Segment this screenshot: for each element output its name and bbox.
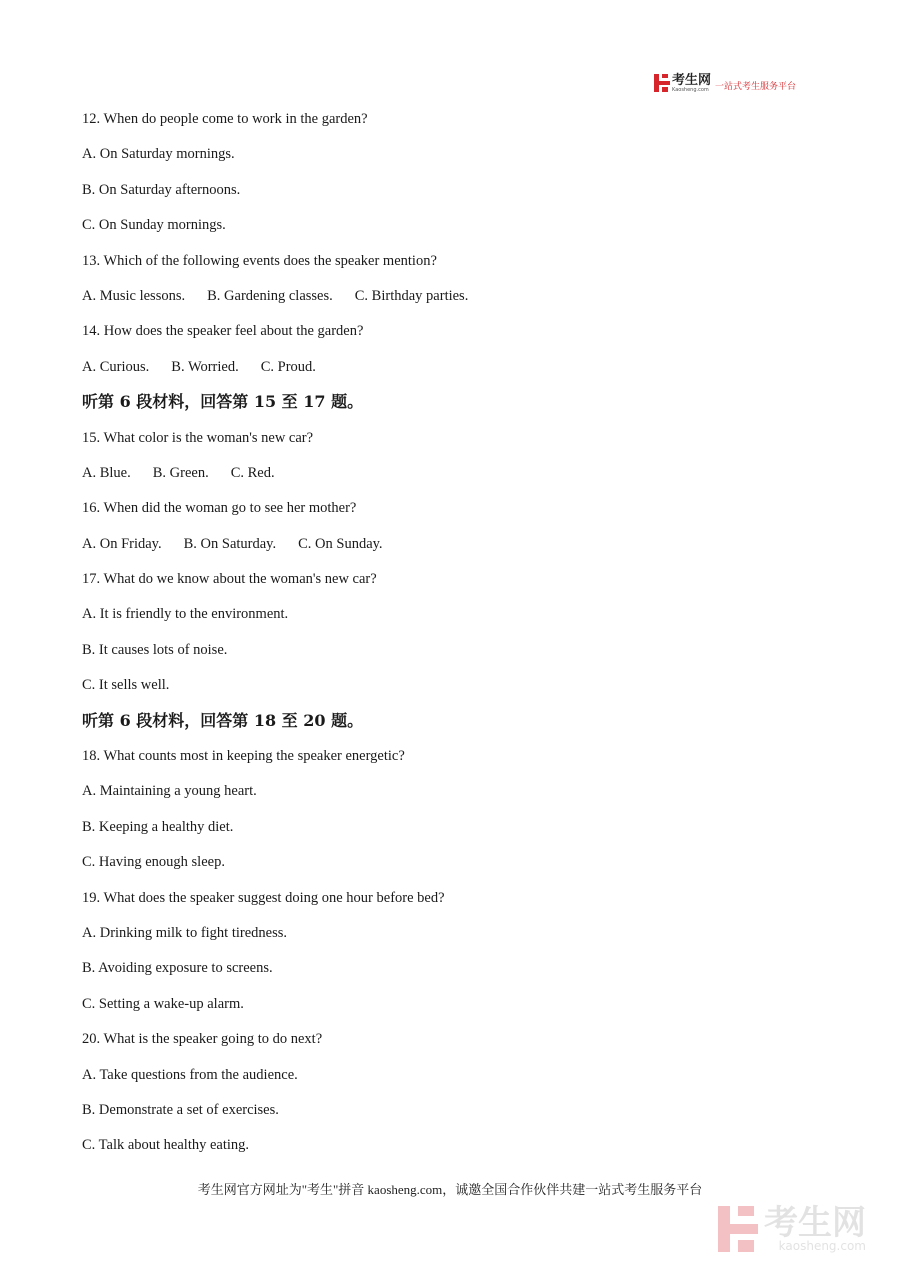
options-row — [82, 283, 822, 318]
watermark-domain: kaosheng.com — [778, 1239, 866, 1253]
answer-option: B. On Saturday afternoons. — [82, 181, 241, 198]
kaosheng-logo-icon — [654, 74, 670, 92]
question-text: 13. Which of the following events does the speaker mention? — [82, 252, 437, 269]
answer-option: A. Music lessons. — [82, 287, 186, 304]
options-row — [82, 354, 822, 389]
answer-option: A. Curious. — [82, 358, 150, 375]
section-heading: 听第 6 段材料，回答第 15 至 17 题。 — [82, 392, 364, 412]
question-text: 16. When did the woman go to see her mother? — [82, 500, 357, 517]
question-text: 20. What is the speaker going to do next? — [82, 1031, 323, 1048]
question-text: 19. What does the speaker suggest doing one hour before bed? — [82, 889, 445, 906]
answer-option: A. Blue. — [82, 464, 131, 481]
answer-option: C. Talk about healthy eating. — [82, 1137, 250, 1154]
answer-option: C. On Sunday. — [298, 535, 383, 552]
answer-option: A. Take questions from the audience. — [82, 1066, 298, 1083]
answer-option: B. Gardening classes. — [207, 287, 333, 304]
question-text: 17. What do we know about the woman's new car? — [82, 571, 377, 588]
answer-option: B. Keeping a healthy diet. — [82, 818, 234, 835]
answer-option: A. Maintaining a young heart. — [82, 783, 257, 800]
answer-option: A. It is friendly to the environment. — [82, 606, 289, 623]
options-row — [82, 460, 822, 495]
answer-option: C. Setting a wake-up alarm. — [82, 995, 244, 1012]
question-text: 15. What color is the woman's new car? — [82, 429, 314, 446]
footer-text: 考生网官方网址为"考生"拼音 kaosheng.com，诚邀全国合作伙伴共建一站式考生服务平台 — [197, 1182, 703, 1197]
answer-option: C. On Sunday mornings. — [82, 217, 226, 234]
answer-option: C. It sells well. — [82, 677, 170, 694]
watermark-brand: 考生网 — [764, 1203, 866, 1243]
answer-option: B. It causes lots of noise. — [82, 641, 228, 658]
watermark-logo-icon — [718, 1206, 758, 1252]
answer-option: B. Avoiding exposure to screens. — [82, 960, 273, 977]
answer-option: C. Birthday parties. — [354, 287, 469, 304]
question-list — [82, 106, 822, 1168]
answer-option: C. Having enough sleep. — [82, 854, 225, 871]
answer-option: A. On Saturday mornings. — [82, 146, 235, 163]
answer-option: B. Green. — [152, 464, 209, 481]
answer-option: C. Red. — [230, 464, 275, 481]
header-logo — [654, 72, 796, 94]
options-row — [82, 531, 822, 566]
logo-brand: 考生网 — [672, 72, 712, 88]
answer-option: C. Proud. — [260, 358, 316, 375]
answer-option: B. On Saturday. — [183, 535, 277, 552]
question-text: 18. What counts most in keeping the speaker energetic? — [82, 748, 405, 765]
answer-option: B. Demonstrate a set of exercises. — [82, 1101, 279, 1118]
question-text: 12. When do people come to work in the garden? — [82, 111, 368, 127]
section-heading: 听第 6 段材料，回答第 18 至 20 题。 — [82, 710, 364, 730]
answer-option: B. Worried. — [171, 358, 239, 375]
question-text: 14. How does the speaker feel about the garden? — [82, 323, 364, 340]
logo-tagline: 一站式考生服务平台 — [715, 81, 797, 92]
answer-option: A. On Friday. — [82, 535, 162, 552]
logo-domain: Kaosheng.com — [672, 86, 709, 93]
answer-option: A. Drinking milk to fight tiredness. — [82, 924, 287, 941]
watermark — [718, 1203, 866, 1253]
